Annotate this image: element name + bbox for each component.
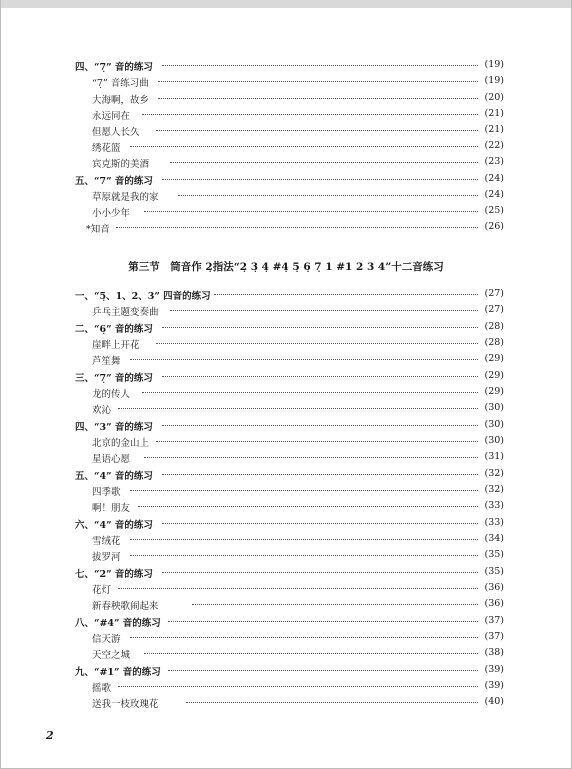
section-heading: 第三节 筒音作 2̣指法“2̣ 3̣ 4̣ #4̣ 5̣ 6̣ 7̣ 1 #1 2 3 4”十二音练习 (128, 261, 444, 273)
toc-entry (0, 320, 572, 336)
dot-leader (186, 702, 478, 703)
toc-entry-page: (25) (484, 205, 504, 216)
toc-entry (0, 58, 572, 74)
toc-entry (0, 401, 572, 417)
toc-entry-title: 送我一枝玫瑰花 (92, 699, 159, 710)
toc-entry (0, 220, 572, 236)
page-top-edge (0, 0, 572, 8)
dot-leader (162, 523, 478, 524)
toc-entry-title: 七、“2” 音的练习 (75, 569, 153, 580)
toc-entry (0, 467, 572, 483)
dot-leader (130, 637, 478, 638)
dot-leader (158, 81, 478, 82)
dot-leader (130, 539, 478, 540)
toc-entry (0, 139, 572, 155)
toc-entry-title: 绣花篮 (92, 143, 121, 154)
toc-entry (0, 352, 572, 368)
toc-entry-title: 星语心愿 (92, 454, 131, 465)
dot-leader (144, 211, 478, 212)
toc-entry-title: 四季歌 (92, 487, 121, 498)
toc-entry (0, 434, 572, 450)
toc-entry (0, 581, 572, 597)
toc-entry (0, 630, 572, 646)
dot-leader (168, 621, 478, 622)
toc-entry (0, 597, 572, 613)
dot-leader (142, 392, 478, 393)
toc-entry (0, 614, 572, 630)
dot-leader (118, 588, 478, 589)
dot-leader (144, 653, 478, 654)
dot-leader (170, 162, 478, 163)
dot-leader (130, 490, 478, 491)
toc-entry (0, 499, 572, 515)
toc-entry-page: (23) (484, 156, 504, 167)
toc-entry (0, 385, 572, 401)
toc-entry-title: 新春秧歌闹起来 (92, 601, 159, 612)
toc-entry-page: (30) (484, 419, 504, 430)
toc-entry-page: (19) (484, 59, 504, 70)
dot-leader (156, 441, 478, 442)
dot-leader (168, 670, 478, 671)
toc-entry-title: 拔罗河 (92, 552, 121, 563)
toc-entry-title: 天空之城 (92, 650, 131, 661)
toc-entry-title: 五、“4” 音的练习 (75, 471, 153, 482)
toc-entry (0, 369, 572, 385)
toc-entry-title: 小小少年 (92, 208, 131, 219)
dot-leader (170, 310, 478, 311)
dot-leader (144, 457, 478, 458)
dot-leader (162, 572, 478, 573)
toc-entry-title: 五、“7” 音的练习 (75, 176, 153, 187)
toc-entry (0, 107, 572, 123)
toc-entry (0, 646, 572, 662)
toc-entry-page: (39) (484, 664, 504, 675)
dot-leader (130, 146, 478, 147)
toc-entry (0, 565, 572, 581)
toc-entry-page: (38) (484, 647, 504, 658)
toc-entry (0, 155, 572, 171)
dot-leader (178, 195, 478, 196)
toc-entry-page: (34) (484, 533, 504, 544)
toc-entry-title: 永远同在 (92, 111, 131, 122)
toc-entry-page: (36) (484, 598, 504, 609)
dot-leader (118, 686, 478, 687)
toc-entry-page: (29) (484, 353, 504, 364)
toc-entry-page: (39) (484, 680, 504, 691)
toc-entry (0, 188, 572, 204)
dot-leader (118, 408, 478, 409)
toc-entry (0, 695, 572, 711)
toc-entry (0, 418, 572, 434)
toc-entry-title: 欢沁 (92, 405, 112, 416)
toc-entry-title: 二、“6̣” 音的练习 (75, 324, 153, 335)
toc-entry-title: 龙的传人 (92, 389, 131, 400)
toc-entry (0, 450, 572, 466)
dot-leader (162, 179, 478, 180)
toc-entry-page: (29) (484, 386, 504, 397)
dot-leader (116, 227, 478, 228)
toc-entry-page: (28) (484, 337, 504, 348)
dot-leader (162, 327, 478, 328)
toc-entry-title: 雪绒花 (92, 536, 121, 547)
toc-entry-title: 花灯 (92, 585, 112, 596)
toc-entry-title: 乒乓主题变奏曲 (92, 307, 159, 318)
toc-entry-title: 但愿人长久 (92, 127, 140, 138)
toc-entry-page: (37) (484, 631, 504, 642)
toc-entry-page: (37) (484, 615, 504, 626)
toc-entry (0, 172, 572, 188)
toc-entry-title: “7̣” 音练习曲 (92, 78, 149, 89)
toc-entry-title: 啊！朋友 (92, 503, 131, 514)
toc-entry-page: (27) (484, 288, 504, 299)
toc-entry (0, 663, 572, 679)
dot-leader (192, 604, 478, 605)
toc-entry-page: (24) (484, 173, 504, 184)
toc-entry-page: (21) (484, 108, 504, 119)
toc-entry-page: (22) (484, 140, 504, 151)
toc-entry-page: (35) (484, 566, 504, 577)
toc-entry-title: 一、“5̣、1、2、3” 四音的练习 (75, 291, 211, 302)
toc-entry-page: (31) (484, 451, 504, 462)
toc-entry (0, 123, 572, 139)
dot-leader (138, 506, 478, 507)
toc-entry-title: 信天游 (92, 634, 121, 645)
toc-entry (0, 287, 572, 303)
toc-entry (0, 679, 572, 695)
toc-entry-title: 九、“#1” 音的练习 (75, 667, 161, 678)
toc-entry-title: 摇歌 (92, 683, 112, 694)
dot-leader (142, 114, 478, 115)
toc-entry (0, 548, 572, 564)
toc-entry-page: (24) (484, 189, 504, 200)
toc-entry-title: 草原就是我的家 (92, 192, 159, 203)
toc-entry-title: 芦笙舞 (92, 356, 121, 367)
toc-entry-page: (32) (484, 468, 504, 479)
toc-entry (0, 204, 572, 220)
dot-leader (156, 130, 478, 131)
toc-entry-page: (30) (484, 402, 504, 413)
toc-entry-page: (32) (484, 484, 504, 495)
toc-entry-page: (30) (484, 435, 504, 446)
toc-entry-page: (27) (484, 304, 504, 315)
toc-entry-title: 宾克斯的美酒 (92, 159, 150, 170)
toc-entry (0, 91, 572, 107)
toc-entry (0, 303, 572, 319)
toc-entry-title: 崖畔上开花 (92, 340, 140, 351)
dot-leader (162, 474, 478, 475)
toc-entry-page: (33) (484, 517, 504, 528)
toc-entry-title: 北京的金山上 (92, 438, 150, 449)
toc-entry-title: 四、“3” 音的练习 (75, 422, 153, 433)
toc-entry-page: (21) (484, 124, 504, 135)
dot-leader (158, 98, 478, 99)
toc-entry-page: (36) (484, 582, 504, 593)
toc-entry-page: (28) (484, 321, 504, 332)
dot-leader (162, 376, 478, 377)
dot-leader (214, 294, 478, 295)
toc-entry-title: 六、“4” 音的练习 (75, 520, 153, 531)
toc-entry (0, 74, 572, 90)
toc-entry-page: (20) (484, 92, 504, 103)
toc-entry-page: (35) (484, 549, 504, 560)
dot-leader (156, 343, 478, 344)
dot-leader (162, 65, 478, 66)
page-number: 2 (46, 729, 54, 742)
toc-entry (0, 483, 572, 499)
toc-entry-page: (26) (484, 221, 504, 232)
toc-entry (0, 336, 572, 352)
toc-entry-title: 大海啊，故乡 (92, 95, 150, 106)
toc-entry-page: (29) (484, 370, 504, 381)
toc-entry-title: 三、“7̣” 音的练习 (75, 373, 153, 384)
toc-entry (0, 532, 572, 548)
toc-entry (0, 516, 572, 532)
dot-leader (130, 359, 478, 360)
toc-entry-page: (19) (484, 75, 504, 86)
toc-entry-title: *知音 (86, 224, 110, 235)
toc-entry-title: 四、“7̣” 音的练习 (75, 62, 153, 73)
toc-entry-page: (40) (484, 696, 504, 707)
dot-leader (130, 555, 478, 556)
toc-entry-title: 八、“#4” 音的练习 (75, 618, 161, 629)
toc-entry-page: (33) (484, 500, 504, 511)
dot-leader (162, 425, 478, 426)
